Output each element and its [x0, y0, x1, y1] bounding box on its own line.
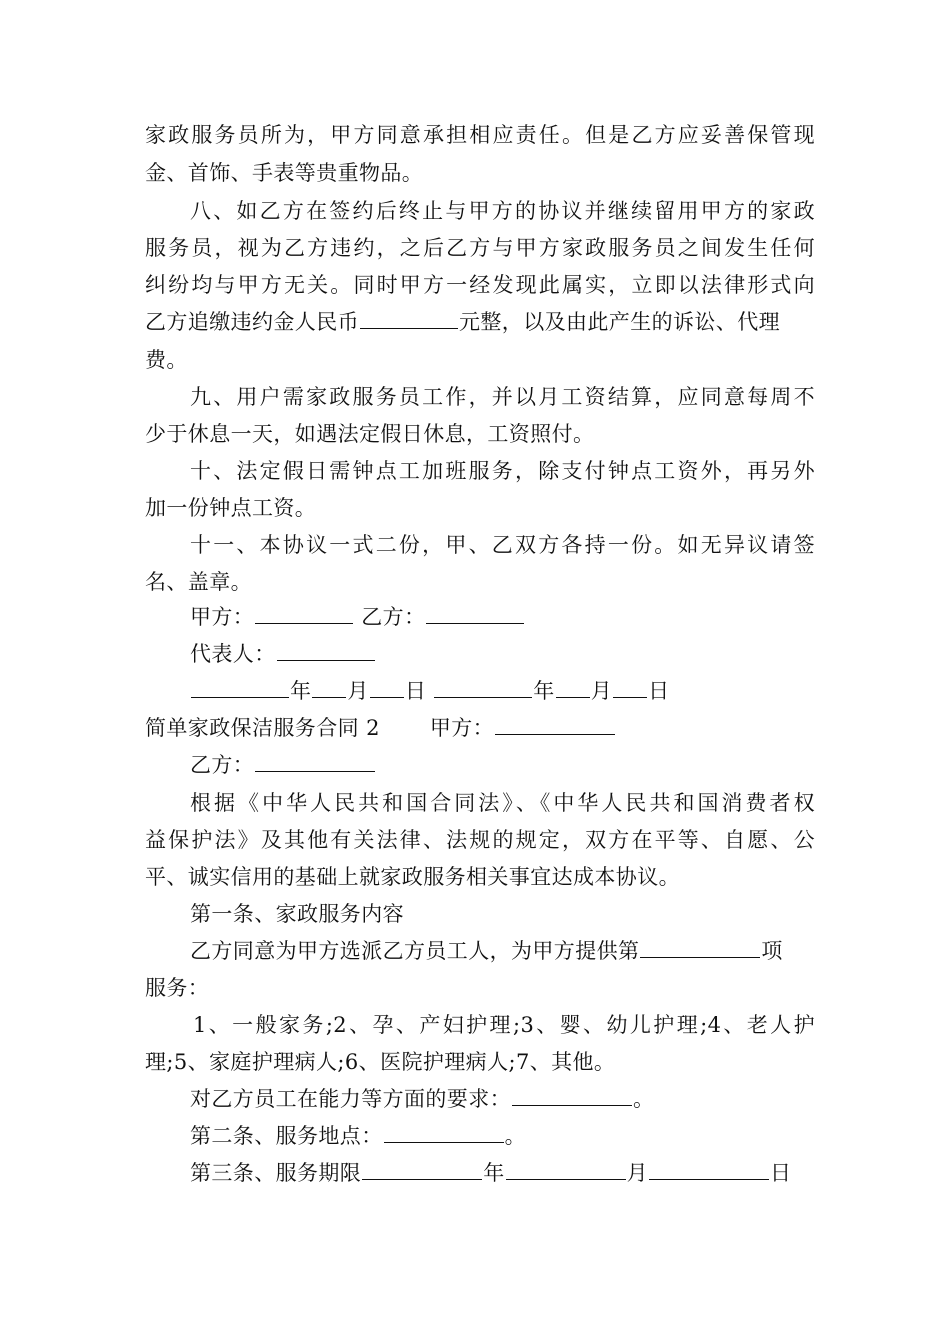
term-month-blank [506, 1157, 626, 1180]
paragraph-line: 服务： [145, 976, 210, 1000]
service-item-blank [640, 935, 760, 958]
paragraph-line: 家政服务员所为，甲方同意承担相应责任。但是乙方应妥善保管现 [145, 123, 815, 147]
paragraph-line: 服务员，视为乙方违约，之后乙方与甲方家政服务员之间发生任何 [145, 236, 815, 260]
paragraph-line: 加一份钟点工资。 [145, 496, 317, 520]
penalty-line [145, 304, 815, 340]
paragraph-line: 1、一般家务;2、孕、产妇护理;3、婴、幼儿护理;4、老人护 [193, 1013, 815, 1037]
section-heading: 第一条、家政服务内容 [190, 902, 404, 926]
term-year-label: 年 [483, 1161, 505, 1185]
party-b-blank [426, 601, 524, 624]
signature-parties-line [190, 599, 815, 635]
month-blank [556, 675, 590, 698]
year-label: 年 [533, 679, 555, 703]
contract2-party-a-blank [495, 712, 615, 735]
term-year-blank [362, 1157, 482, 1180]
contract2-party-b-line [190, 747, 815, 783]
paragraph-line: 少于休息一天，如遇法定假日休息，工资照付。 [145, 422, 595, 446]
year-blank [191, 675, 289, 698]
location-label: 第二条、服务地点： [190, 1124, 383, 1148]
paragraph-line: 八、如乙方在签约后终止与甲方的协议并继续留用甲方的家政 [190, 199, 815, 223]
penalty-text-before: 乙方追缴违约金人民币 [145, 310, 359, 334]
term-day-blank [649, 1157, 769, 1180]
month-label: 月 [590, 679, 613, 703]
paragraph-line: 名、盖章。 [145, 570, 252, 594]
contract2-title-line [145, 710, 815, 746]
representative-blank [277, 638, 375, 661]
ability-line [190, 1081, 815, 1117]
paragraph-line: 平、诚实信用的基础上就家政服务相关事宜达成本协议。 [145, 865, 680, 889]
service-item-line [190, 933, 815, 969]
paragraph-line: 根据《中华人民共和国合同法》、《中华人民共和国消费者权 [190, 791, 815, 815]
term-day-label: 日 [770, 1161, 792, 1185]
penalty-amount-blank [360, 306, 458, 329]
term-line [190, 1155, 815, 1191]
paragraph-line: 十、法定假日需钟点工加班服务，除支付钟点工资外，再另外 [190, 459, 815, 483]
paragraph-line: 理;5、家庭护理病人;6、医院护理病人;7、其他。 [145, 1050, 616, 1074]
paragraph-line: 九、用户需家政服务员工作，并以月工资结算，应同意每周不 [190, 385, 815, 409]
paragraph-line: 十一、本协议一式二份，甲、乙双方各持一份。如无异议请签 [190, 533, 815, 557]
paragraph-line: 益保护法》及其他有关法律、法规的规定，双方在平等、自愿、公 [145, 828, 815, 852]
service-text-before: 乙方同意为甲方选派乙方员工人，为甲方提供第 [190, 939, 640, 963]
signature-date-line [190, 673, 815, 709]
day-blank [370, 675, 404, 698]
month-blank [312, 675, 346, 698]
day-label: 日 [404, 679, 427, 703]
paragraph-line: 纠纷均与甲方无关。同时甲方一经发现此属实，立即以法律形式向 [145, 273, 815, 297]
party-a-label: 甲方： [190, 605, 255, 629]
contract2-party-b-label: 乙方： [190, 753, 255, 777]
representative-label: 代表人： [190, 642, 276, 666]
party-b-label: 乙方： [361, 605, 426, 629]
year-blank [434, 675, 532, 698]
contract2-party-a-label: 甲方： [429, 716, 495, 740]
day-blank [613, 675, 647, 698]
location-end: 。 [504, 1124, 527, 1148]
service-text-after: 项 [761, 939, 783, 963]
year-label: 年 [290, 679, 312, 703]
penalty-text-after: 元整，以及由此产生的诉讼、代理 [459, 310, 780, 334]
ability-label: 对乙方员工在能力等方面的要求： [190, 1087, 511, 1111]
term-label: 第三条、服务期限 [190, 1161, 362, 1185]
ability-end: 。 [633, 1087, 655, 1111]
term-month-label: 月 [626, 1161, 649, 1185]
month-label: 月 [347, 679, 369, 703]
day-label: 日 [648, 679, 670, 703]
location-line [190, 1118, 815, 1154]
contract2-party-b-blank [255, 749, 375, 772]
paragraph-line: 费。 [145, 348, 188, 372]
contract2-title: 简单家政保洁服务合同 2 [145, 716, 380, 740]
paragraph-line: 金、首饰、手表等贵重物品。 [145, 161, 424, 185]
ability-blank [512, 1083, 632, 1106]
location-blank [384, 1120, 504, 1143]
representative-line [190, 636, 815, 672]
party-a-blank [255, 601, 353, 624]
